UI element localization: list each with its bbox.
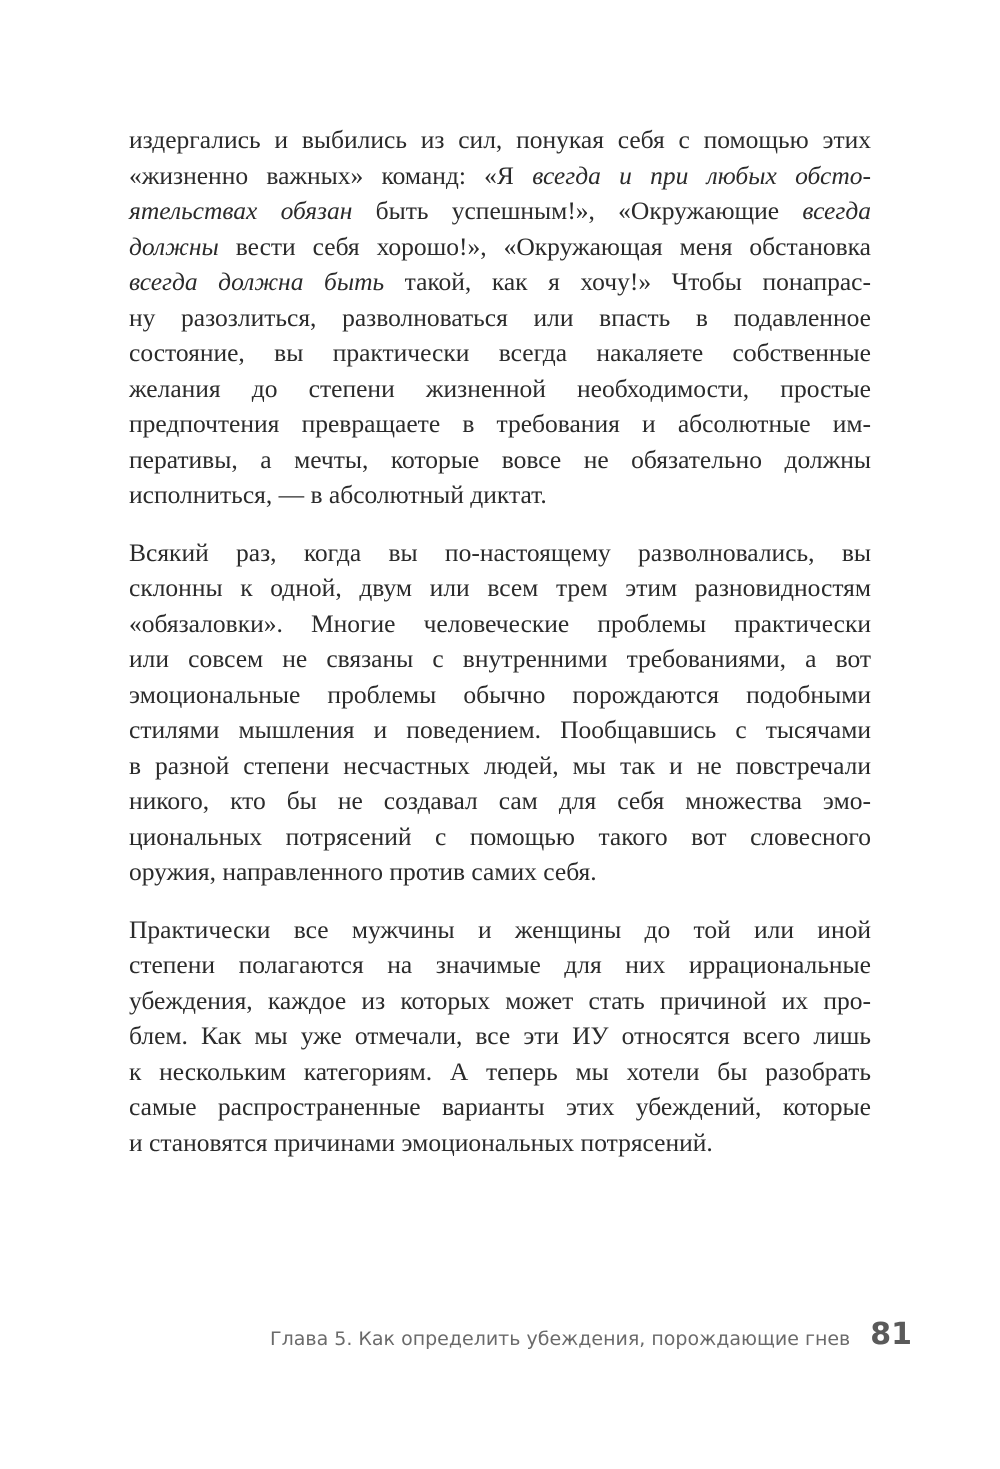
text-line <box>129 1125 871 1161</box>
text-run: состояние, вы практически всегда накаляете собственные <box>129 338 871 367</box>
text-run: к нескольким категориям. А теперь мы хотели бы разобрать <box>129 1056 871 1086</box>
running-footer-chapter-title: Глава 5. Как определить убеждения, порождающие гнев <box>270 1328 851 1350</box>
text-run: никого, кто бы не создавал сам для себя множества эмо- <box>129 786 871 815</box>
body-text <box>129 122 871 1182</box>
emphasis-text: должны <box>129 231 219 261</box>
paragraph-2 <box>129 535 871 890</box>
emphasis-text: ятельствах обязан <box>129 196 353 225</box>
text-run: Всякий раз, когда вы по-настоящему разволновались, вы <box>129 537 871 567</box>
text-run: ну разозлиться, разволноваться или впасть в подавленное <box>129 302 871 332</box>
text-run: в разной степени несчастных людей, мы так и не повстречали <box>129 750 871 780</box>
text-line <box>129 748 871 784</box>
text-line <box>129 854 871 890</box>
text-line <box>129 193 871 229</box>
text-line <box>129 570 871 606</box>
text-run: и становятся причинами эмоциональных потрясений. <box>129 1127 713 1157</box>
text-run: «жизненно важных» команд: «Я <box>129 160 533 190</box>
text-run: убеждения, каждое из которых может стать причиной их про- <box>129 985 871 1015</box>
text-run: вести себя хорошо!», «Окружающая меня обстановка <box>218 231 871 261</box>
text-run: перативы, а мечты, которые вовсе не обязательно должны <box>129 444 871 474</box>
text-run: исполниться, — в абсолютный диктат. <box>129 480 547 509</box>
emphasis-text: всегда должна быть <box>129 267 385 296</box>
text-run: циональных потрясений с помощью такого вот словесного <box>129 821 871 851</box>
text-line <box>129 983 871 1019</box>
text-run: такой, как я хочу!» Чтобы понапрас- <box>384 267 871 296</box>
text-run: предпочтения превращаете в требования и абсолютные им- <box>129 409 871 438</box>
text-line <box>129 947 871 983</box>
text-line <box>129 300 871 336</box>
text-line <box>129 264 871 300</box>
text-run: оружия, направленного против самих себя. <box>129 857 597 886</box>
text-run: Практически все мужчины и женщины до той или иной <box>129 914 871 944</box>
text-line <box>129 677 871 713</box>
text-line <box>129 912 871 948</box>
text-line <box>129 1018 871 1054</box>
page-number: 81 <box>870 1317 912 1352</box>
paragraph-3 <box>129 912 871 1161</box>
text-line <box>129 641 871 677</box>
text-run: или совсем не связаны с внутренними требованиями, а вот <box>129 644 871 673</box>
text-run: стилями мышления и поведением. Пообщавшись с тысячами <box>129 715 871 744</box>
text-run: желания до степени жизненной необходимости, простые <box>129 373 871 403</box>
text-run: склонны к одной, двум или всем трем этим разновидностям <box>129 573 871 602</box>
text-line <box>129 606 871 642</box>
emphasis-text: всегда <box>802 196 871 225</box>
text-line <box>129 229 871 265</box>
text-line <box>129 712 871 748</box>
text-run: самые распространенные варианты этих убеждений, которые <box>129 1092 871 1121</box>
text-run: эмоциональные проблемы обычно порождаются подобными <box>129 679 871 709</box>
text-line <box>129 1089 871 1125</box>
text-run: «обязаловки». Многие человеческие проблемы практически <box>129 608 871 638</box>
text-line <box>129 535 871 571</box>
text-run: степени полагаются на значимые для них иррациональные <box>129 950 871 979</box>
text-line <box>129 371 871 407</box>
paragraph-1 <box>129 122 871 513</box>
text-line <box>129 783 871 819</box>
text-run: быть успешным!», «Окружающие <box>352 196 803 225</box>
text-line <box>129 406 871 442</box>
text-line <box>129 819 871 855</box>
text-run: издергались и выбились из сил, понукая себя с помощью этих <box>129 125 871 154</box>
text-line <box>129 335 871 371</box>
text-line <box>129 477 871 513</box>
emphasis-text: всегда и при любых обсто- <box>532 160 871 190</box>
text-run: блем. Как мы уже отмечали, все эти ИУ относятся всего лишь <box>129 1021 871 1050</box>
text-line <box>129 158 871 194</box>
text-line <box>129 122 871 158</box>
text-line <box>129 1054 871 1090</box>
text-line <box>129 442 871 478</box>
